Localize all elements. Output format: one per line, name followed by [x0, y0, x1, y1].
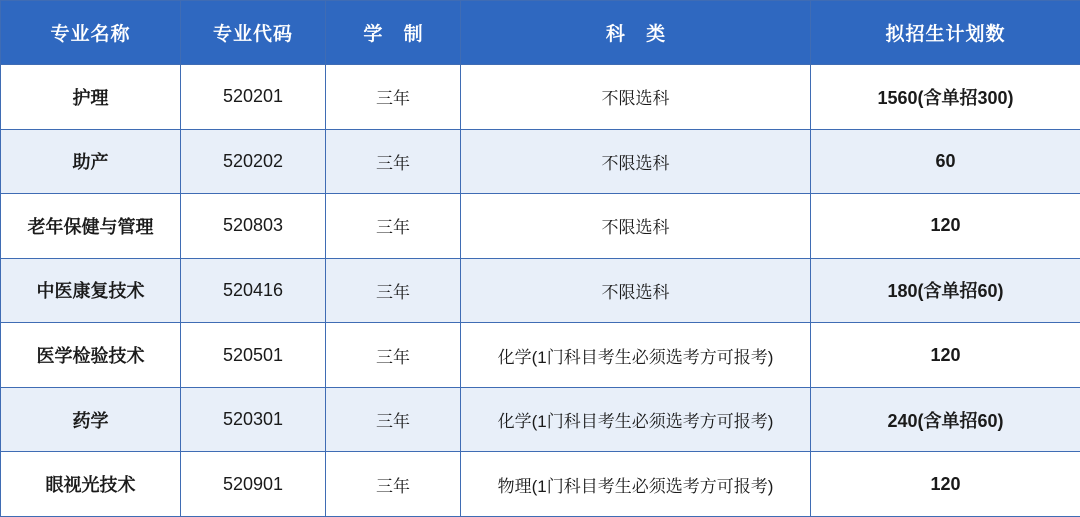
cell-study-length: 三年 — [326, 452, 461, 517]
cell-subject-category: 化学(1门科目考生必须选考方可报考) — [461, 387, 811, 452]
column-header-planned-enrollment: 拟招生计划数 — [811, 1, 1080, 65]
cell-subject-category: 化学(1门科目考生必须选考方可报考) — [461, 323, 811, 388]
cell-planned-enrollment: 60 — [811, 129, 1080, 194]
table-row — [1, 194, 1080, 259]
cell-major-name: 药学 — [1, 387, 181, 452]
cell-major-code: 520201 — [181, 65, 326, 130]
table-header — [1, 1, 1080, 65]
cell-study-length: 三年 — [326, 129, 461, 194]
column-header-major-code: 专业代码 — [181, 1, 326, 65]
cell-major-code: 520803 — [181, 194, 326, 259]
cell-study-length: 三年 — [326, 387, 461, 452]
cell-major-code: 520501 — [181, 323, 326, 388]
cell-study-length: 三年 — [326, 194, 461, 259]
cell-major-code: 520901 — [181, 452, 326, 517]
table-row — [1, 323, 1080, 388]
cell-subject-category: 不限选科 — [461, 194, 811, 259]
column-header-major-name: 专业名称 — [1, 1, 181, 65]
table-row — [1, 387, 1080, 452]
table-row — [1, 258, 1080, 323]
column-header-subject-category: 科 类 — [461, 1, 811, 65]
cell-major-code: 520202 — [181, 129, 326, 194]
cell-subject-category: 不限选科 — [461, 258, 811, 323]
cell-major-code: 520416 — [181, 258, 326, 323]
cell-planned-enrollment: 1560(含单招300) — [811, 65, 1080, 130]
table-row — [1, 65, 1080, 130]
cell-major-name: 医学检验技术 — [1, 323, 181, 388]
cell-major-name: 眼视光技术 — [1, 452, 181, 517]
table-row — [1, 452, 1080, 517]
table-row — [1, 129, 1080, 194]
cell-major-name: 助产 — [1, 129, 181, 194]
cell-planned-enrollment: 120 — [811, 452, 1080, 517]
cell-major-name: 老年保健与管理 — [1, 194, 181, 259]
cell-planned-enrollment: 180(含单招60) — [811, 258, 1080, 323]
cell-subject-category: 不限选科 — [461, 65, 811, 130]
table-body — [1, 65, 1080, 517]
cell-planned-enrollment: 120 — [811, 194, 1080, 259]
cell-subject-category: 物理(1门科目考生必须选考方可报考) — [461, 452, 811, 517]
cell-major-code: 520301 — [181, 387, 326, 452]
column-header-study-length: 学 制 — [326, 1, 461, 65]
table-header-row — [1, 1, 1080, 65]
cell-planned-enrollment: 240(含单招60) — [811, 387, 1080, 452]
cell-study-length: 三年 — [326, 258, 461, 323]
cell-study-length: 三年 — [326, 323, 461, 388]
cell-major-name: 中医康复技术 — [1, 258, 181, 323]
cell-study-length: 三年 — [326, 65, 461, 130]
cell-planned-enrollment: 120 — [811, 323, 1080, 388]
cell-major-name: 护理 — [1, 65, 181, 130]
cell-subject-category: 不限选科 — [461, 129, 811, 194]
